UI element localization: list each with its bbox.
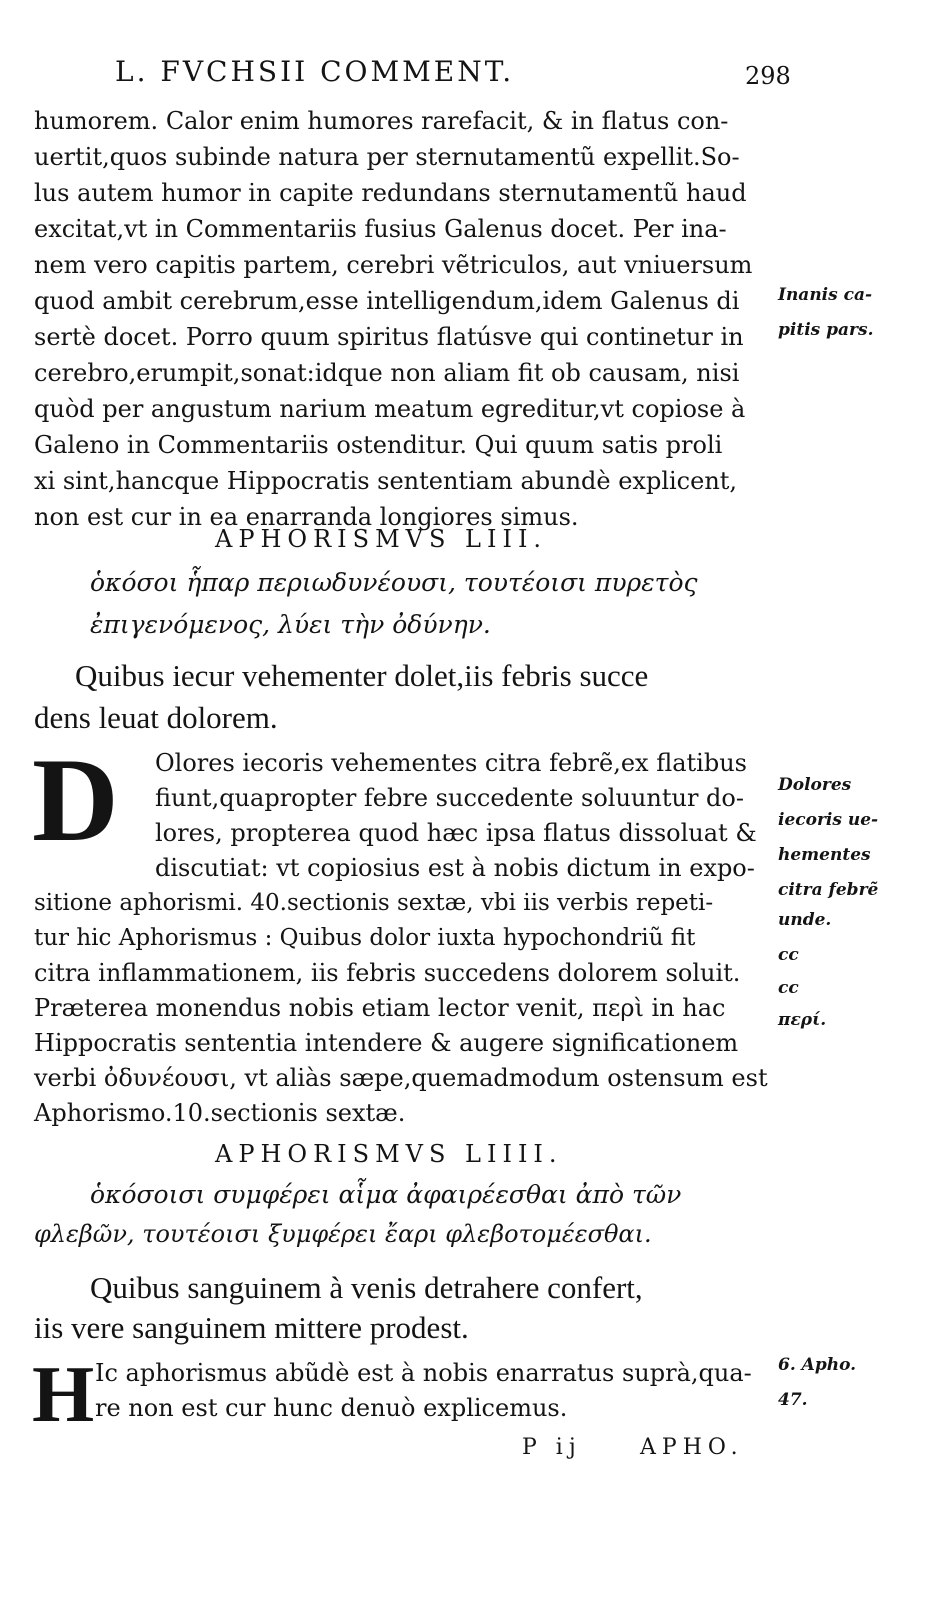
margin-note: 6. Apho. [778,1355,857,1375]
margin-note: Inanis ca- [778,285,873,305]
margin-note: hementes [778,845,871,865]
margin-note: Dolores [778,775,852,795]
text-line: non est cur in ea enarranda longiores simus. [34,503,579,531]
margin-note: unde. [778,910,832,930]
text-line: nem vero capitis partem, cerebri vẽtriculos, aut vniuersum [34,251,753,279]
text-line: sertè docet. Porro quum spiritus flatúsve qui continetur in [34,323,744,351]
margin-note: citra febrẽ [778,880,879,900]
text-line: sitione aphorismi. 40.sectionis sextæ, vbi iis verbis repeti- [34,890,714,916]
text-line: Aphorismo.10.sectionis sextæ. [34,1099,406,1127]
aphorism-heading: APHORISMVS LIIII. [215,1140,563,1168]
text-line: Hippocratis sententia intendere & augere significationem [34,1029,739,1057]
greek-aphorism-line: φλεβῶν, τουτέοισι ξυμφέρει ἔαρι φλεβοτομέεσθαι. [34,1220,652,1248]
page-number: 298 [745,62,791,90]
text-line: uertit,quos subinde natura per sternutamentũ expellit.So- [34,143,740,171]
text-line: cerebro,erumpit,sonat:idque non aliam fit ob causam, nisi [34,359,740,387]
margin-note: cc [778,978,799,998]
margin-note: iecoris ue- [778,810,879,830]
text-line: verbi ὀδυνέουσι, vt aliàs sæpe,quemadmodum ostensum est [34,1064,768,1092]
text-line: xi sint,hancque Hippocratis sententiam abundè explicent, [34,467,738,495]
greek-aphorism-line: ὁκόσοισι συμφέρει αἷμα ἀφαιρέεσθαι ἀπὸ τῶν [90,1180,682,1209]
text-line: quòd per angustum narium meatum egreditur,vt copiose à [34,395,746,423]
catchword: APHO. [640,1435,744,1460]
margin-note: pitis pars. [778,320,874,340]
latin-aphorism-line: iis vere sanguinem mittere prodest. [34,1310,469,1345]
margin-note: περί. [778,1010,827,1030]
text-line: Præterea monendus nobis etiam lector venit, περὶ in hac [34,994,726,1022]
latin-aphorism-line: Quibus sanguinem à venis detrahere confert, [90,1270,643,1305]
latin-aphorism-line: Quibus iecur vehementer dolet,iis febris succe [75,658,649,693]
text-line: Olores iecoris vehementes citra febrẽ,ex flatibus [155,749,747,777]
text-line: Galeno in Commentariis ostenditur. Qui quum satis proli [34,431,723,459]
text-line: discutiat: vt copiosius est à nobis dictum in expo- [155,854,755,882]
aphorism-heading: APHORISMVS LIII. [215,525,548,553]
signature-mark: P ij [522,1435,582,1460]
text-line: lores, propterea quod hæc ipsa flatus dissoluat & [155,819,757,847]
latin-aphorism-line: dens leuat dolorem. [34,700,278,735]
text-line: fiunt,quapropter febre succedente soluuntur do- [155,784,744,812]
text-line: humorem. Calor enim humores rarefacit, & in flatus con- [34,107,729,135]
text-line: Ic aphorismus abũdè est à nobis enarratus suprà,qua- [95,1359,752,1387]
text-line: citra inflammationem, iis febris succedens dolorem soluit. [34,959,741,987]
margin-note: cc [778,945,799,965]
text-line: excitat,vt in Commentariis fusius Galenus docet. Per ina- [34,215,727,243]
drop-cap: D [32,733,119,866]
text-line: tur hic Aphorismus : Quibus dolor iuxta hypochondriũ fit [34,925,696,951]
running-header: L. FVCHSII COMMENT. [115,55,515,88]
drop-cap: H [32,1351,95,1439]
greek-aphorism-line: ὁκόσοι ἧπαρ περιωδυνέουσι, τουτέοισι πυρετὸς [90,568,698,597]
text-line: quod ambit cerebrum,esse intelligendum,idem Galenus di [34,287,740,315]
greek-aphorism-line: ἐπιγενόμενος, λύει τὴν ὀδύνην. [90,610,491,639]
margin-note: 47. [778,1390,808,1410]
text-line: lus autem humor in capite redundans sternutamentũ haud [34,179,747,207]
text-line: re non est cur hunc denuò explicemus. [95,1394,568,1422]
